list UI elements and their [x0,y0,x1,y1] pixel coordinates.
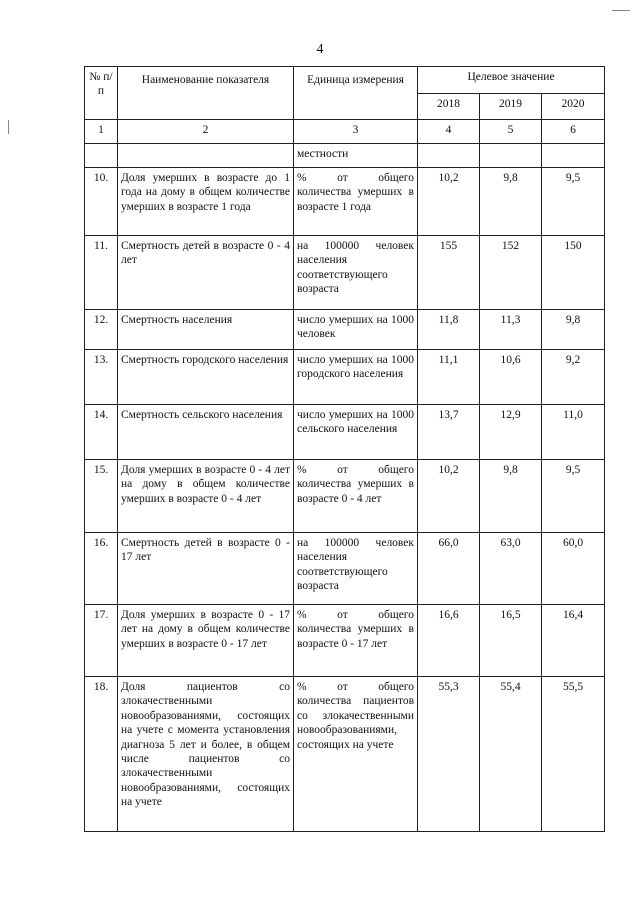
row-value-2019: 11,3 [480,310,542,350]
row-value-2018: 10,2 [418,460,480,533]
column-numbers-row [85,120,605,144]
row-value-2020: 9,2 [542,350,605,405]
row-num: 14. [85,405,118,460]
table-row [85,350,605,405]
row-num: 17. [85,605,118,677]
row-name: Доля умерших в возрасте до 1 года на дому в общем количестве умерших в возрасте 1 года [118,168,294,236]
table-row [85,533,605,605]
continuation-row [85,144,605,168]
row-unit: число умерших на 1000 человек [294,310,418,350]
row-value-2019: 9,8 [480,168,542,236]
page-number: 4 [316,42,324,57]
header-target: Целевое значение [418,67,605,94]
row-num: 13. [85,350,118,405]
col-number: 5 [480,120,542,144]
row-unit: % от общего количества пациентов со злокачественными новообразованиями, состоящих на учете [294,677,418,832]
col-number: 3 [294,120,418,144]
col-number: 1 [85,120,118,144]
row-value-2019: 152 [480,236,542,310]
header-year-2020: 2020 [542,94,605,120]
row-value-2020: 9,8 [542,310,605,350]
col-number: 2 [118,120,294,144]
table-row [85,310,605,350]
table-row [85,677,605,832]
row-name: Смертность городского населения [118,350,294,405]
header-name: Наименование показателя [118,67,294,120]
row-name: Смертность детей в возрасте 0 - 4 лет [118,236,294,310]
row-num: 16. [85,533,118,605]
header-num: № п/п [85,67,118,120]
row-value-2019: 63,0 [480,533,542,605]
header-year-2018: 2018 [418,94,480,120]
row-num: 18. [85,677,118,832]
row-unit: % от общего количества умерших в возрасте 0 - 4 лет [294,460,418,533]
row-value-2020: 16,4 [542,605,605,677]
row-value-2019: 9,8 [480,460,542,533]
row-name: Смертность сельского населения [118,405,294,460]
row-value-2019: 12,9 [480,405,542,460]
table-row [85,605,605,677]
row-value-2018: 155 [418,236,480,310]
table-row [85,168,605,236]
row-value-2018: 10,2 [418,168,480,236]
row-value-2018: 55,3 [418,677,480,832]
row-unit: на 100000 человек населения соответствующего возраста [294,533,418,605]
header-year-2019: 2019 [480,94,542,120]
row-name: Смертность детей в возрасте 0 - 17 лет [118,533,294,605]
row-value-2018: 11,8 [418,310,480,350]
indicators-table [84,66,605,832]
row-name: Доля умерших в возрасте 0 - 4 лет на дому в общем количестве умерших в возрасте 0 - 4 лет [118,460,294,533]
row-value-2019: 10,6 [480,350,542,405]
row-value-2019: 16,5 [480,605,542,677]
row-name: Доля пациентов со злокачественными новообразованиями, состоящих на учете с момента установления диагноза 5 лет и более, в общем числе пациентов со злокачественными новообразованиями, состоящих на учете [118,677,294,832]
col-number: 6 [542,120,605,144]
row-value-2018: 13,7 [418,405,480,460]
table-row [85,236,605,310]
header-unit: Единица измерения [294,67,418,120]
row-value-2020: 150 [542,236,605,310]
row-num: 15. [85,460,118,533]
row-value-2020: 60,0 [542,533,605,605]
row-unit: число умерших на 1000 городского населения [294,350,418,405]
row-num: 12. [85,310,118,350]
row-name: Доля умерших в возрасте 0 - 17 лет на дому в общем количестве умерших в возрасте 0 - 17 лет [118,605,294,677]
row-unit: % от общего количества умерших в возрасте 0 - 17 лет [294,605,418,677]
row-value-2020: 55,5 [542,677,605,832]
table-row [85,405,605,460]
row-name: Смертность населения [118,310,294,350]
row-unit: % от общего количества умерших в возрасте 1 года [294,168,418,236]
table-row [85,460,605,533]
row-unit: число умерших на 1000 сельского населения [294,405,418,460]
row-value-2018: 66,0 [418,533,480,605]
row-value-2020: 9,5 [542,460,605,533]
scan-mark [8,120,9,134]
scan-mark [612,10,630,11]
row-value-2018: 16,6 [418,605,480,677]
row-value-2020: 11,0 [542,405,605,460]
row-value-2018: 11,1 [418,350,480,405]
continuation-unit: местности [294,144,418,168]
row-value-2020: 9,5 [542,168,605,236]
col-number: 4 [418,120,480,144]
row-unit: на 100000 человек населения соответствующего возраста [294,236,418,310]
header-row [85,67,605,94]
row-num: 11. [85,236,118,310]
row-num: 10. [85,168,118,236]
row-value-2019: 55,4 [480,677,542,832]
